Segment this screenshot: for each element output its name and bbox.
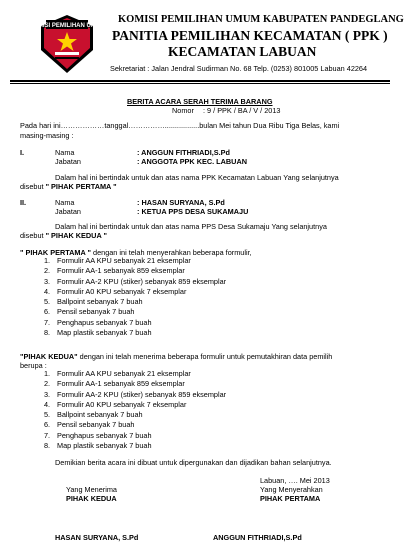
left-signatory-name: HASAN SURYANA, S.Pd bbox=[55, 533, 139, 542]
party1-nama-value: : ANGGUN FITHRIADI,S.Pd bbox=[137, 148, 230, 157]
section2-lead bbox=[20, 352, 332, 361]
party2-desc-line1: Dalam hal ini bertindak untuk dan atas nama PPS Desa Sukamaju Yang selanjutnya bbox=[55, 222, 327, 231]
section2-lead-rest: dengan ini telah menerima beberapa formulir untuk pemutakhiran data pemilih bbox=[79, 352, 333, 361]
nomor-label: Nomor bbox=[172, 106, 194, 115]
right-party: PIHAK PERTAMA bbox=[260, 494, 321, 503]
party2-jabatan-label: Jabatan bbox=[55, 207, 81, 216]
party1-jabatan-value: : ANGGOTA PPK KEC. LABUAN bbox=[137, 157, 247, 166]
place-date: Labuan, …. Mei 2013 bbox=[260, 476, 330, 485]
list-item: 1. Formulir AA KPU sebanyak 21 eksemplar bbox=[44, 369, 191, 378]
party1-jabatan-label: Jabatan bbox=[55, 157, 81, 166]
list-item: 4. Formulir A0 KPU sebanyak 7 eksemplar bbox=[44, 399, 187, 409]
party1-desc-name: " PIHAK PERTAMA " bbox=[45, 182, 117, 191]
party1-nama-label: Nama bbox=[55, 148, 75, 157]
party1-desc-line1: Dalam hal ini bertindak untuk dan atas nama PPK Kecamatan Labuan Yang selanjutnya bbox=[55, 173, 339, 182]
party2-desc-line2 bbox=[20, 231, 107, 240]
list-item: 5. Ballpoint sebanyak 7 buah bbox=[44, 297, 143, 307]
list-item: 5. Ballpoint sebanyak 7 buah bbox=[44, 410, 143, 420]
list-item: 6. Pensil sebanyak 7 buah bbox=[44, 307, 135, 317]
list-item: 3. Formulir AA-2 KPU (stiker) sebanyak 859 eksemplar bbox=[44, 276, 227, 286]
header-rule-thin bbox=[10, 83, 390, 84]
party2-jabatan-value: : KETUA PPS DESA SUKAMAJU bbox=[137, 207, 249, 216]
kpu-logo bbox=[28, 14, 106, 74]
closing-statement: Demikian berita acara ini dibuat untuk dipergunakan dan dijadikan bahan selanjutnya. bbox=[55, 458, 332, 467]
list-item: 3. Formulir AA-2 KPU (stiker) sebanyak 859 eksemplar bbox=[44, 389, 227, 399]
list-item: 2. Formulir AA-1 sebanyak 859 eksemplar bbox=[44, 266, 185, 276]
section1-lead-rest: dengan ini telah menyerahkan beberapa formulir, bbox=[93, 248, 252, 257]
letterhead-line3: KECAMATAN LABUAN bbox=[168, 44, 317, 59]
header-rule-thick bbox=[10, 80, 390, 82]
intro-line2: masing-masing : bbox=[20, 131, 74, 140]
section2-item-list bbox=[44, 369, 226, 451]
list-item: 6. Pensil sebanyak 7 buah bbox=[44, 420, 135, 430]
section2-lead-bold: "PIHAK KEDUA" bbox=[20, 352, 78, 361]
logo-text: KOMISI PEMILIHAN UMUM bbox=[28, 23, 106, 29]
document-title: BERITA ACARA SERAH TERIMA BARANG bbox=[127, 97, 273, 106]
party1-desc-prefix: disebut bbox=[20, 182, 44, 191]
party2-roman: II. bbox=[20, 198, 27, 207]
list-item: 7. Penghapus sebanyak 7 buah bbox=[44, 430, 152, 440]
list-item: 7. Penghapus sebanyak 7 buah bbox=[44, 317, 152, 327]
letterhead-address: Sekretariat : Jalan Jendral Sudirman No. 68 Telp. (0253) 801005 Labuan 42264 bbox=[110, 64, 368, 73]
left-role: Yang Menerima bbox=[66, 485, 117, 494]
left-party: PIHAK KEDUA bbox=[66, 494, 117, 503]
party2-nama-value: : HASAN SURYANA, S.Pd bbox=[137, 198, 225, 207]
section1-item-list bbox=[44, 256, 226, 338]
right-signatory-name: ANGGUN FITHRIADI,S.Pd bbox=[213, 533, 302, 542]
party1-roman: I. bbox=[20, 148, 25, 157]
list-item: 8. Map plastik sebanyak 7 buah bbox=[44, 441, 152, 451]
section1-lead-bold: " PIHAK PERTAMA " bbox=[20, 248, 91, 257]
letterhead-line1: KOMISI PEMILIHAN UMUM KABUPATEN PANDEGLANG bbox=[118, 14, 404, 25]
party2-desc-name: " PIHAK KEDUA " bbox=[45, 231, 107, 240]
party2-nama-label: Nama bbox=[55, 198, 75, 207]
nomor-value: : 9 / PPK / BA / V / 2013 bbox=[203, 106, 281, 115]
list-item: 4. Formulir A0 KPU sebanyak 7 eksemplar bbox=[44, 286, 187, 296]
intro-line1: Pada hari ini………………tanggal…………….................bulan Mei tahun Dua Ribu Tiga Belas, kami bbox=[20, 121, 340, 130]
right-role: Yang Menyerahkan bbox=[260, 485, 323, 494]
party1-desc-line2 bbox=[20, 182, 117, 191]
list-item: 8. Map plastik sebanyak 7 buah bbox=[44, 328, 152, 338]
list-item: 2. Formulir AA-1 sebanyak 859 eksemplar bbox=[44, 379, 185, 389]
letterhead-line2: PANITIA PEMILIHAN KECAMATAN ( PPK ) bbox=[112, 28, 388, 43]
list-item: 1. Formulir AA KPU sebanyak 21 eksemplar bbox=[44, 256, 191, 265]
party2-desc-prefix: disebut bbox=[20, 231, 44, 240]
section2-lead-line2: berupa : bbox=[20, 361, 47, 370]
